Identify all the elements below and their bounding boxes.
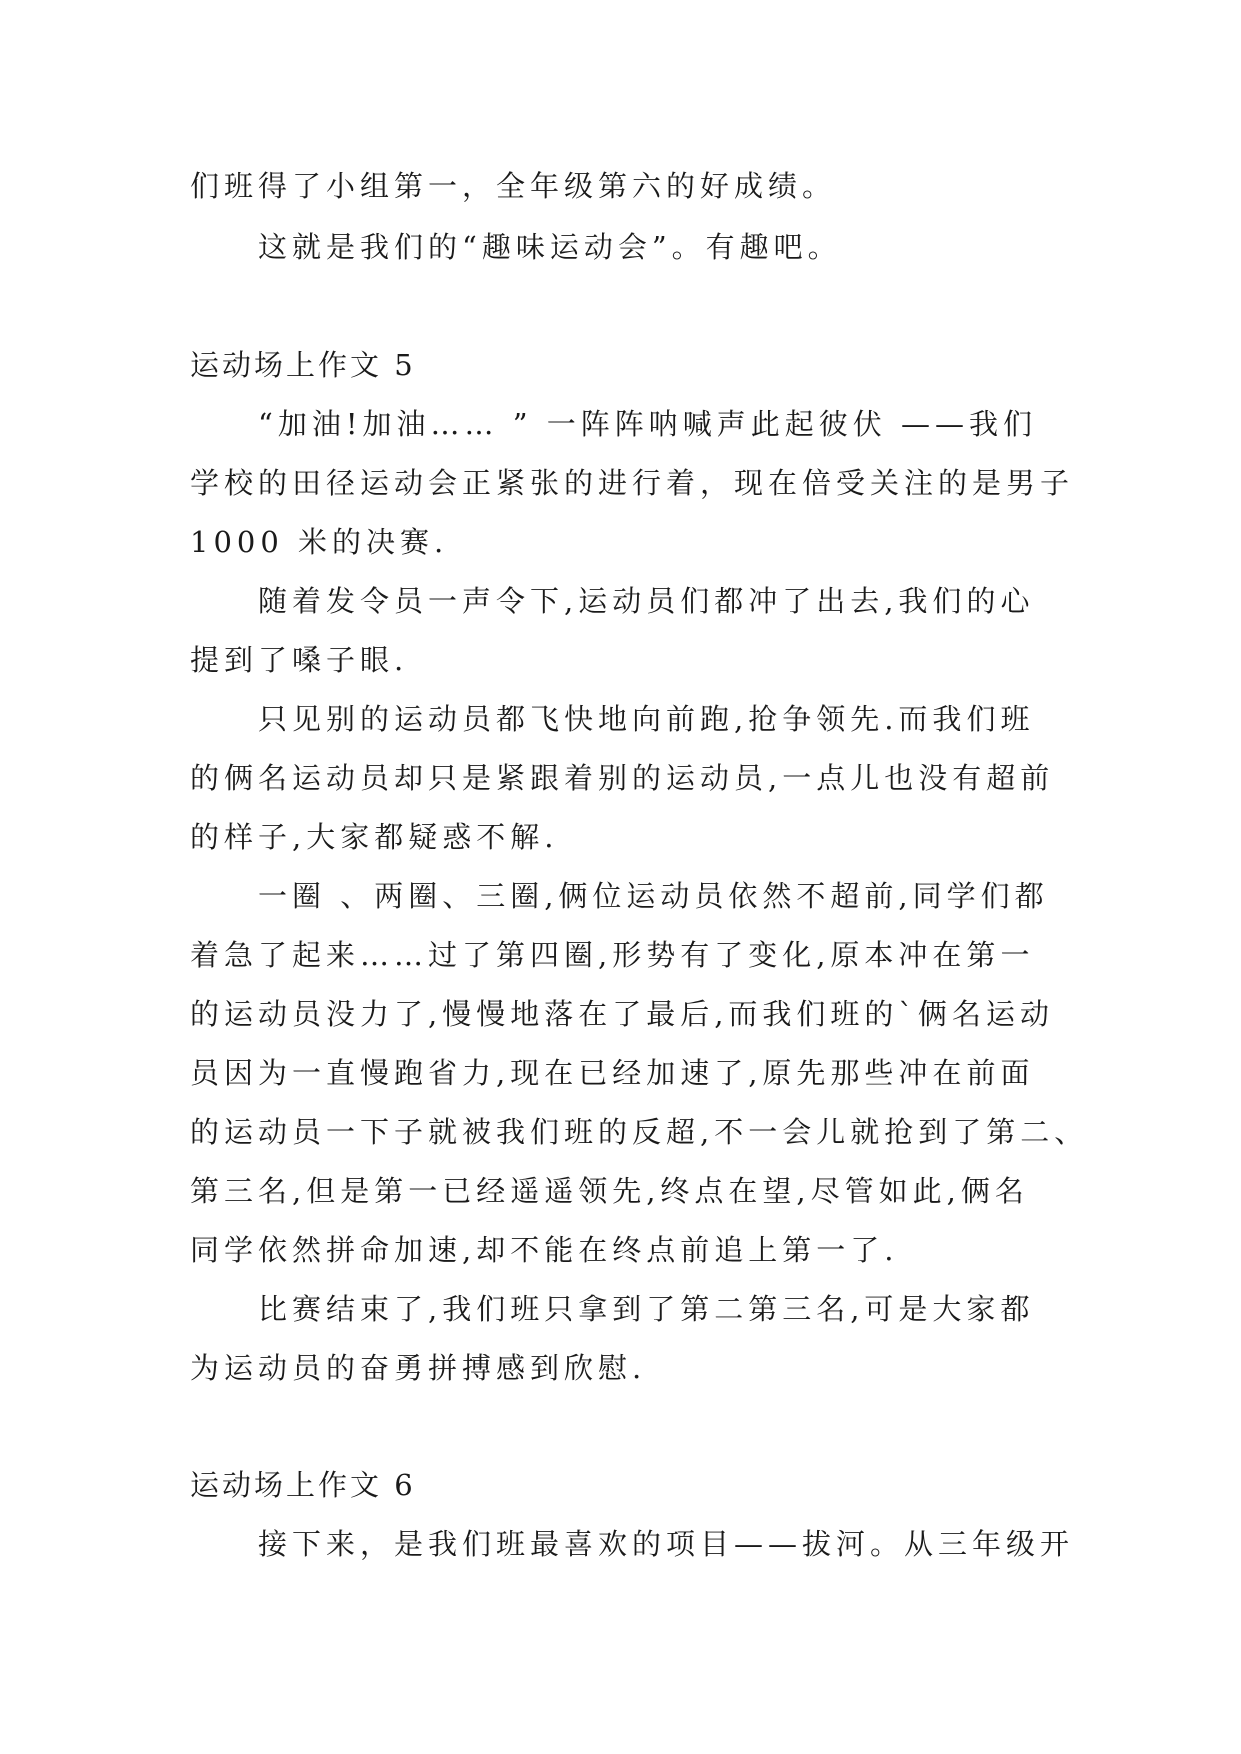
paragraph-line: 着急了起来……过了第四圈,形势有了变化,原本冲在第一 [190,938,1035,972]
paragraph-line: 第三名,但是第一已经遥遥领先,终点在望,尽管如此,俩名 [190,1174,1029,1208]
section-heading: 运动场上作文 5 [190,348,416,382]
paragraph-line: 员因为一直慢跑省力,现在已经加速了,原先那些冲在前面 [190,1056,1035,1090]
paragraph-line: 学校的田径运动会正紧张的进行着，现在倍受关注的是男子 [190,466,1075,500]
paragraph-line: 的运动员没力了,慢慢地落在了最后,而我们班的`俩名运动 [190,997,1054,1031]
paragraph-line: 一圈 、两圈、三圈,俩位运动员依然不超前,同学们都 [258,879,1049,913]
paragraph-line: 的样子,大家都疑惑不解. [190,820,559,854]
paragraph-line: 这就是我们的“趣味运动会”。有趣吧。 [258,230,842,264]
paragraph-line: “加油!加油…… ” 一阵阵呐喊声此起彼伏 ——我们 [258,407,1037,441]
paragraph-line: 同学依然拼命加速,却不能在终点前追上第一了. [190,1233,899,1267]
paragraph-line: 们班得了小组第一，全年级第六的好成绩。 [190,169,837,203]
paragraph-line: 1000 米的决赛. [190,525,449,559]
section-heading: 运动场上作文 6 [190,1468,416,1502]
paragraph-line: 随着发令员一声令下,运动员们都冲了出去,我们的心 [258,584,1035,618]
paragraph-line: 接下来，是我们班最喜欢的项目——拔河。从三年级开 [258,1527,1075,1561]
paragraph-line: 的俩名运动员却只是紧跟着别的运动员,一点儿也没有超前 [190,761,1055,795]
paragraph-line: 比赛结束了,我们班只拿到了第二第三名,可是大家都 [258,1292,1035,1326]
paragraph-line: 提到了嗓子眼. [190,643,409,677]
paragraph-line: 只见别的运动员都飞快地向前跑,抢争领先.而我们班 [258,702,1035,736]
paragraph-line: 的运动员一下子就被我们班的反超,不一会儿就抢到了第二、 [190,1115,1089,1149]
paragraph-line: 为运动员的奋勇拼搏感到欣慰. [190,1351,647,1385]
